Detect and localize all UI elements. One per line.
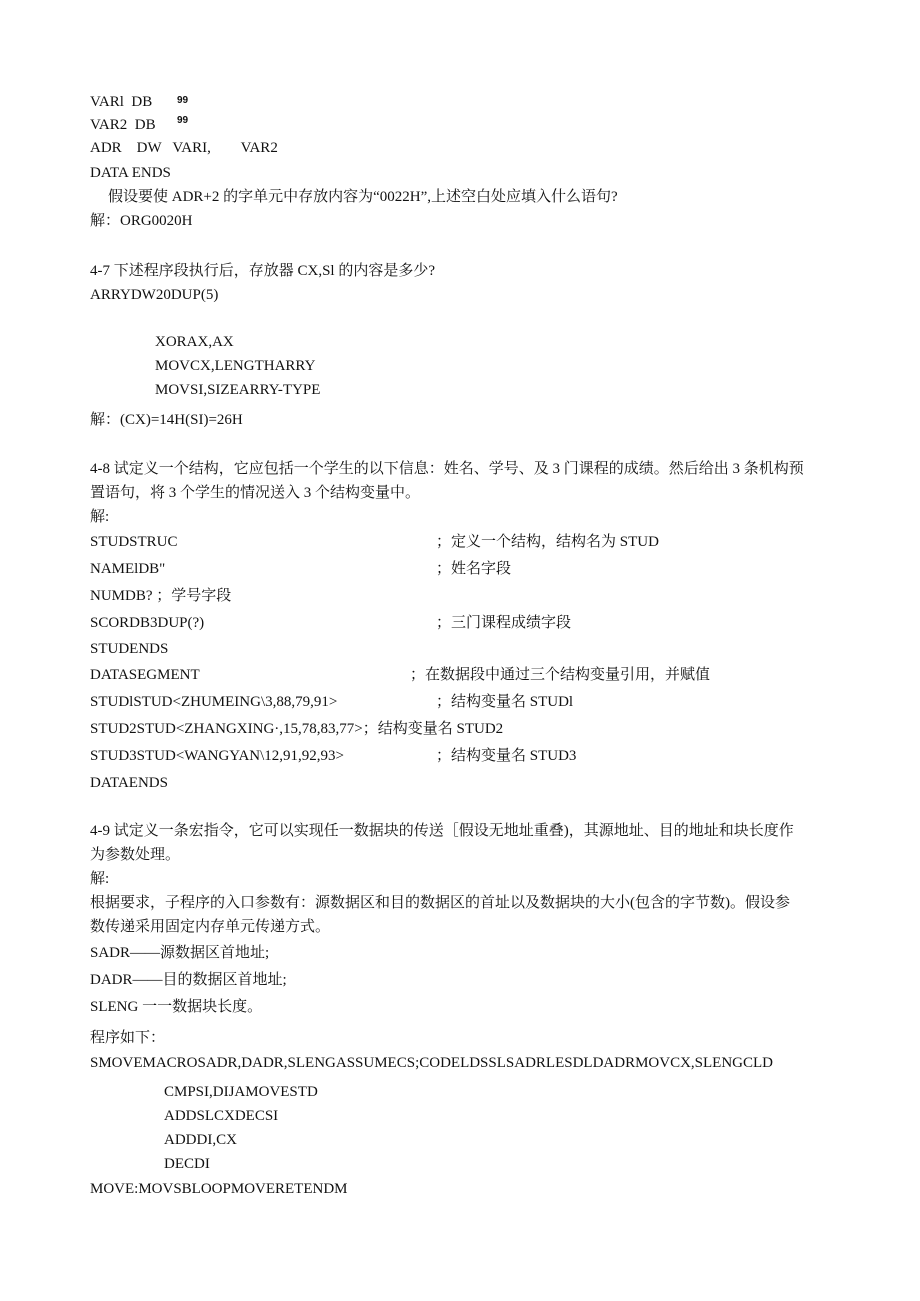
q48-comment: ；三门课程成绩字段 (436, 615, 572, 631)
q49-para-line2: 数传递采用固定内存单元传递方式。 (90, 919, 331, 935)
q49-macro-line: SMOVEMACROSADR,DADR,SLENGASSUMECS;CODELDSSLSADRLESDLDADRMOVCX,SLENGCLD (90, 1055, 774, 1071)
var1-value: 99 (177, 95, 189, 106)
q47-code-line: MOVCX,LENGTHARRY (155, 358, 316, 374)
q48-code: SCORDB3DUP(?) (90, 615, 205, 631)
var2-line: VAR2 DB (90, 117, 156, 133)
q48-comment: ；姓名字段 (436, 561, 512, 577)
q49-code-line: CMPSI,DIJAMOVESTD (164, 1084, 318, 1100)
q49-code-line: ADDDI,CX (164, 1132, 237, 1148)
q48-comment: ；定义一个结构，结构名为 STUD (436, 534, 659, 550)
q48-comment: ；在数据段中通过三个结构变量引用，并赋值 (410, 667, 711, 683)
q49-program-label: 程序如下： (90, 1030, 166, 1046)
q49-question-line2: 为参数处理。 (90, 847, 181, 863)
q49-sadr: SADR——源数据区首地址; (90, 945, 270, 961)
q47-code-line: MOVSI,SIZEARRY-TYPE (155, 382, 321, 398)
question-text: 假设要使 ADR+2 的字单元中存放内容为“0022H”,上述空白处应填入什么语句? (108, 189, 618, 205)
q49-question-line1: 4-9 试定义一条宏指令，它可以实现任一数据块的传送［假设无地址重叠)，其源地址、目的地址和块长度作 (90, 823, 794, 839)
q48-code: NAMElDB" (90, 561, 166, 577)
q49-move-line: MOVE:MOVSBLOOPMOVERETENDM (90, 1181, 348, 1197)
q48-code: STUD2STUD<ZHANGXING·,15,78,83,77>；结构变量名 STUD2 (90, 721, 504, 737)
q49-solution-label: 解: (90, 871, 110, 887)
q48-solution-label: 解: (90, 509, 110, 525)
q48-code: STUDENDS (90, 641, 169, 657)
q49-dadr: DADR——目的数据区首地址; (90, 972, 287, 988)
q48-code: DATASEGMENT (90, 667, 200, 683)
data-ends-line: DATA ENDS (90, 165, 171, 181)
var1-line: VARl DB (90, 94, 153, 110)
q48-code: STUDSTRUC (90, 534, 178, 550)
q49-para-line1: 根据要求，子程序的入口参数有：源数据区和目的数据区的首址以及数据块的大小(包含的字节数)。假设参 (90, 895, 790, 911)
var2-value: 99 (177, 115, 189, 126)
q48-code: STUDlSTUD<ZHUMEING\3,88,79,91> (90, 694, 338, 710)
q48-code: STUD3STUD<WANGYAN\12,91,92,93> (90, 748, 345, 764)
q48-code: NUMDB? ；学号字段 (90, 588, 232, 604)
q47-code-line: XORAX,AX (155, 334, 234, 350)
q48-comment: ；结构变量名 STUDl (436, 694, 574, 710)
q49-code-line: DECDI (164, 1156, 210, 1172)
q47-question: 4-7 下述程序段执行后，存放器 CX,Sl 的内容是多少? (90, 263, 436, 279)
q47-answer: 解：(CX)=14H(SI)=26H (90, 412, 243, 428)
answer-text: 解：ORG0020H (90, 213, 193, 229)
q47-arry: ARRYDW20DUP(5) (90, 287, 219, 303)
q48-question-line1: 4-8 试定义一个结构，它应包括一个学生的以下信息：姓名、学号、及 3 门课程的成绩。然后给出 3 条机构预 (90, 461, 804, 477)
adr-line: ADR DW VARI, VAR2 (90, 140, 278, 156)
q49-sleng: SLENG 一一数据块长度。 (90, 999, 263, 1015)
q48-question-line2: 置语句，将 3 个学生的情况送入 3 个结构变量中。 (90, 485, 421, 501)
q48-code: DATAENDS (90, 775, 168, 791)
q48-comment: ；结构变量名 STUD3 (436, 748, 577, 764)
q49-code-line: ADDSLCXDECSI (164, 1108, 279, 1124)
